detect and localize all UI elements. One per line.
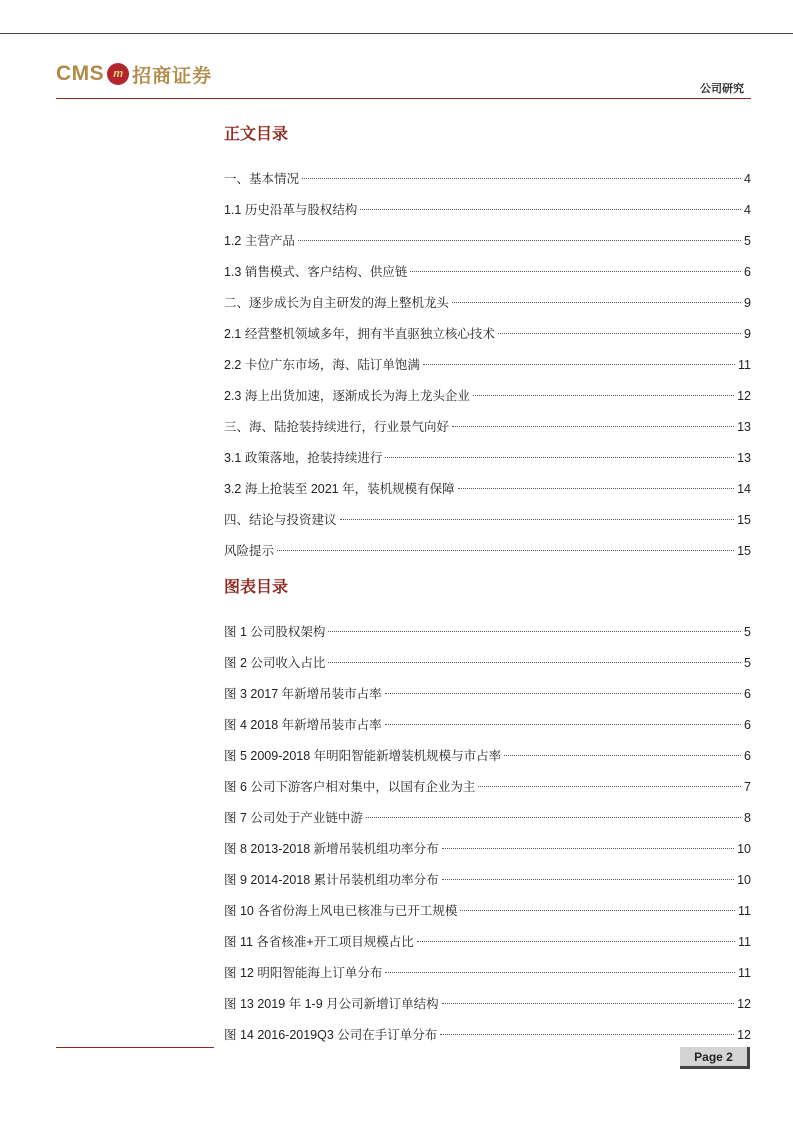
toc-entry-title: 3.1 政策落地，抢装持续进行 — [224, 451, 383, 465]
figures-toc — [224, 576, 751, 1051]
toc-dot-leader — [385, 693, 741, 694]
page-number-badge: Page 2 — [680, 1047, 750, 1069]
logo-cms-text: CMS — [56, 62, 105, 85]
toc-entry-title: 图 13 2019 年 1-9 月公司新增订单结构 — [224, 997, 439, 1011]
toc-entry[interactable] — [224, 195, 751, 226]
toc-entry[interactable] — [224, 350, 751, 381]
toc-entry[interactable] — [224, 741, 751, 772]
figures-list — [224, 617, 751, 1051]
toc-dot-leader — [328, 662, 741, 663]
toc-entry[interactable] — [224, 412, 751, 443]
toc-entry-page: 12 — [737, 389, 751, 403]
toc-dot-leader — [328, 631, 741, 632]
toc-entry-title: 图 9 2014-2018 累计吊装机组功率分布 — [224, 873, 439, 887]
toc-entry-page: 9 — [744, 296, 751, 310]
toc-entry[interactable] — [224, 536, 751, 567]
toc-entry-page: 5 — [744, 656, 751, 670]
toc-dot-leader — [460, 910, 735, 911]
toc-entry[interactable] — [224, 896, 751, 927]
toc-entry[interactable] — [224, 958, 751, 989]
toc-dot-leader — [458, 488, 734, 489]
toc-dot-leader — [385, 972, 735, 973]
toc-entry-title: 图 10 各省份海上风电已核准与已开工规模 — [224, 904, 458, 918]
toc-entry-page: 10 — [737, 842, 751, 856]
toc-entry-title: 一、基本情况 — [224, 172, 300, 186]
toc-dot-leader — [302, 178, 741, 179]
toc-dot-leader — [277, 550, 734, 551]
toc-entry-title: 四、结论与投资建议 — [224, 513, 337, 527]
toc-dot-leader — [452, 426, 734, 427]
toc-dot-leader — [473, 395, 734, 396]
toc-entry-title: 图 8 2013-2018 新增吊装机组功率分布 — [224, 842, 439, 856]
toc-entry[interactable] — [224, 474, 751, 505]
toc-entry-title: 2.3 海上出货加速，逐渐成长为海上龙头企业 — [224, 389, 470, 403]
toc-entry-title: 图 2 公司收入占比 — [224, 656, 326, 670]
toc-entry[interactable] — [224, 443, 751, 474]
toc-entry-page: 11 — [738, 966, 751, 980]
toc-entry[interactable] — [224, 257, 751, 288]
toc-dot-leader — [442, 1003, 734, 1004]
toc-entry-title: 图 4 2018 年新增吊装市占率 — [224, 718, 382, 732]
toc-entry-page: 5 — [744, 234, 751, 248]
toc-entry-title: 图 12 明阳智能海上订单分布 — [224, 966, 383, 980]
toc-dot-leader — [478, 786, 741, 787]
toc-entry[interactable] — [224, 679, 751, 710]
toc-dot-leader — [442, 848, 734, 849]
toc-entry-page: 14 — [737, 482, 751, 496]
toc-entry-page: 15 — [737, 544, 751, 558]
toc-entry[interactable] — [224, 319, 751, 350]
toc-entry-page: 15 — [737, 513, 751, 527]
top-rule — [0, 33, 793, 34]
toc-entry[interactable] — [224, 803, 751, 834]
toc-dot-leader — [298, 240, 741, 241]
toc-entry-title: 2.2 卡位广东市场，海、陆订单饱满 — [224, 358, 420, 372]
toc-dot-leader — [340, 519, 735, 520]
contents-heading: 正文目录 — [224, 126, 289, 143]
toc-entry-page: 13 — [737, 420, 751, 434]
toc-entry[interactable] — [224, 505, 751, 536]
toc-entry-title: 二、逐步成长为自主研发的海上整机龙头 — [224, 296, 450, 310]
header-rule — [56, 98, 751, 99]
toc-entry-page: 13 — [737, 451, 751, 465]
contents-list — [224, 164, 751, 567]
toc-entry-page: 12 — [737, 997, 751, 1011]
figures-heading: 图表目录 — [224, 579, 289, 596]
toc-entry[interactable] — [224, 834, 751, 865]
toc-dot-leader — [423, 364, 735, 365]
toc-dot-leader — [366, 817, 741, 818]
toc-entry[interactable] — [224, 617, 751, 648]
toc-entry[interactable] — [224, 772, 751, 803]
toc-entry-title: 1.2 主营产品 — [224, 234, 295, 248]
toc-entry-title: 2.1 经营整机领域多年，拥有半直驱独立核心技术 — [224, 327, 495, 341]
toc-dot-leader — [360, 209, 741, 210]
contents-toc — [224, 123, 751, 567]
toc-dot-leader — [498, 333, 741, 334]
company-logo — [56, 60, 212, 88]
section-tag: 公司研究 — [700, 83, 744, 95]
toc-entry-page: 11 — [738, 904, 751, 918]
toc-entry[interactable] — [224, 865, 751, 896]
toc-entry-title: 图 6 公司下游客户相对集中，以国有企业为主 — [224, 780, 476, 794]
toc-entry[interactable] — [224, 288, 751, 319]
toc-dot-leader — [452, 302, 741, 303]
toc-entry-page: 11 — [738, 935, 751, 949]
toc-entry-title: 图 5 2009-2018 年明阳智能新增装机规模与市占率 — [224, 749, 502, 763]
toc-entry-page: 10 — [737, 873, 751, 887]
toc-dot-leader — [504, 755, 741, 756]
footer-rule — [56, 1047, 214, 1048]
toc-entry-page: 6 — [744, 687, 751, 701]
toc-entry-page: 11 — [738, 358, 751, 372]
toc-entry-page: 6 — [744, 265, 751, 279]
toc-entry-page: 5 — [744, 625, 751, 639]
toc-entry-title: 图 3 2017 年新增吊装市占率 — [224, 687, 382, 701]
toc-entry[interactable] — [224, 648, 751, 679]
toc-dot-leader — [385, 457, 734, 458]
toc-dot-leader — [410, 271, 741, 272]
toc-entry[interactable] — [224, 927, 751, 958]
toc-entry[interactable] — [224, 1020, 751, 1051]
toc-entry-page: 6 — [744, 718, 751, 732]
toc-dot-leader — [385, 724, 741, 725]
toc-entry-title: 图 7 公司处于产业链中游 — [224, 811, 363, 825]
toc-entry-title: 图 14 2016-2019Q3 公司在手订单分布 — [224, 1028, 438, 1042]
toc-entry-title: 图 1 公司股权架构 — [224, 625, 326, 639]
toc-entry-title: 三、海、陆抢装持续进行，行业景气向好 — [224, 420, 450, 434]
toc-entry-page: 7 — [744, 780, 751, 794]
toc-entry-page: 6 — [744, 749, 751, 763]
toc-dot-leader — [442, 879, 734, 880]
toc-entry-page: 4 — [744, 203, 751, 217]
toc-entry[interactable] — [224, 710, 751, 741]
toc-entry[interactable] — [224, 164, 751, 195]
toc-entry-page: 4 — [744, 172, 751, 186]
toc-entry-page: 8 — [744, 811, 751, 825]
toc-entry[interactable] — [224, 381, 751, 412]
toc-entry-title: 风险提示 — [224, 544, 275, 558]
toc-entry-title: 3.2 海上抢装至 2021 年，装机规模有保障 — [224, 482, 455, 496]
toc-entry[interactable] — [224, 226, 751, 257]
logo-badge-icon: m — [107, 63, 129, 85]
toc-entry[interactable] — [224, 989, 751, 1020]
toc-dot-leader — [417, 941, 735, 942]
toc-entry-title: 图 11 各省核准+开工项目规模占比 — [224, 935, 414, 949]
toc-dot-leader — [440, 1034, 734, 1035]
toc-entry-page: 12 — [737, 1028, 751, 1042]
toc-entry-title: 1.3 销售模式、客户结构、供应链 — [224, 265, 408, 279]
toc-entry-page: 9 — [744, 327, 751, 341]
toc-entry-title: 1.1 历史沿革与股权结构 — [224, 203, 358, 217]
logo-chinese-text: 招商证券 — [132, 65, 213, 87]
